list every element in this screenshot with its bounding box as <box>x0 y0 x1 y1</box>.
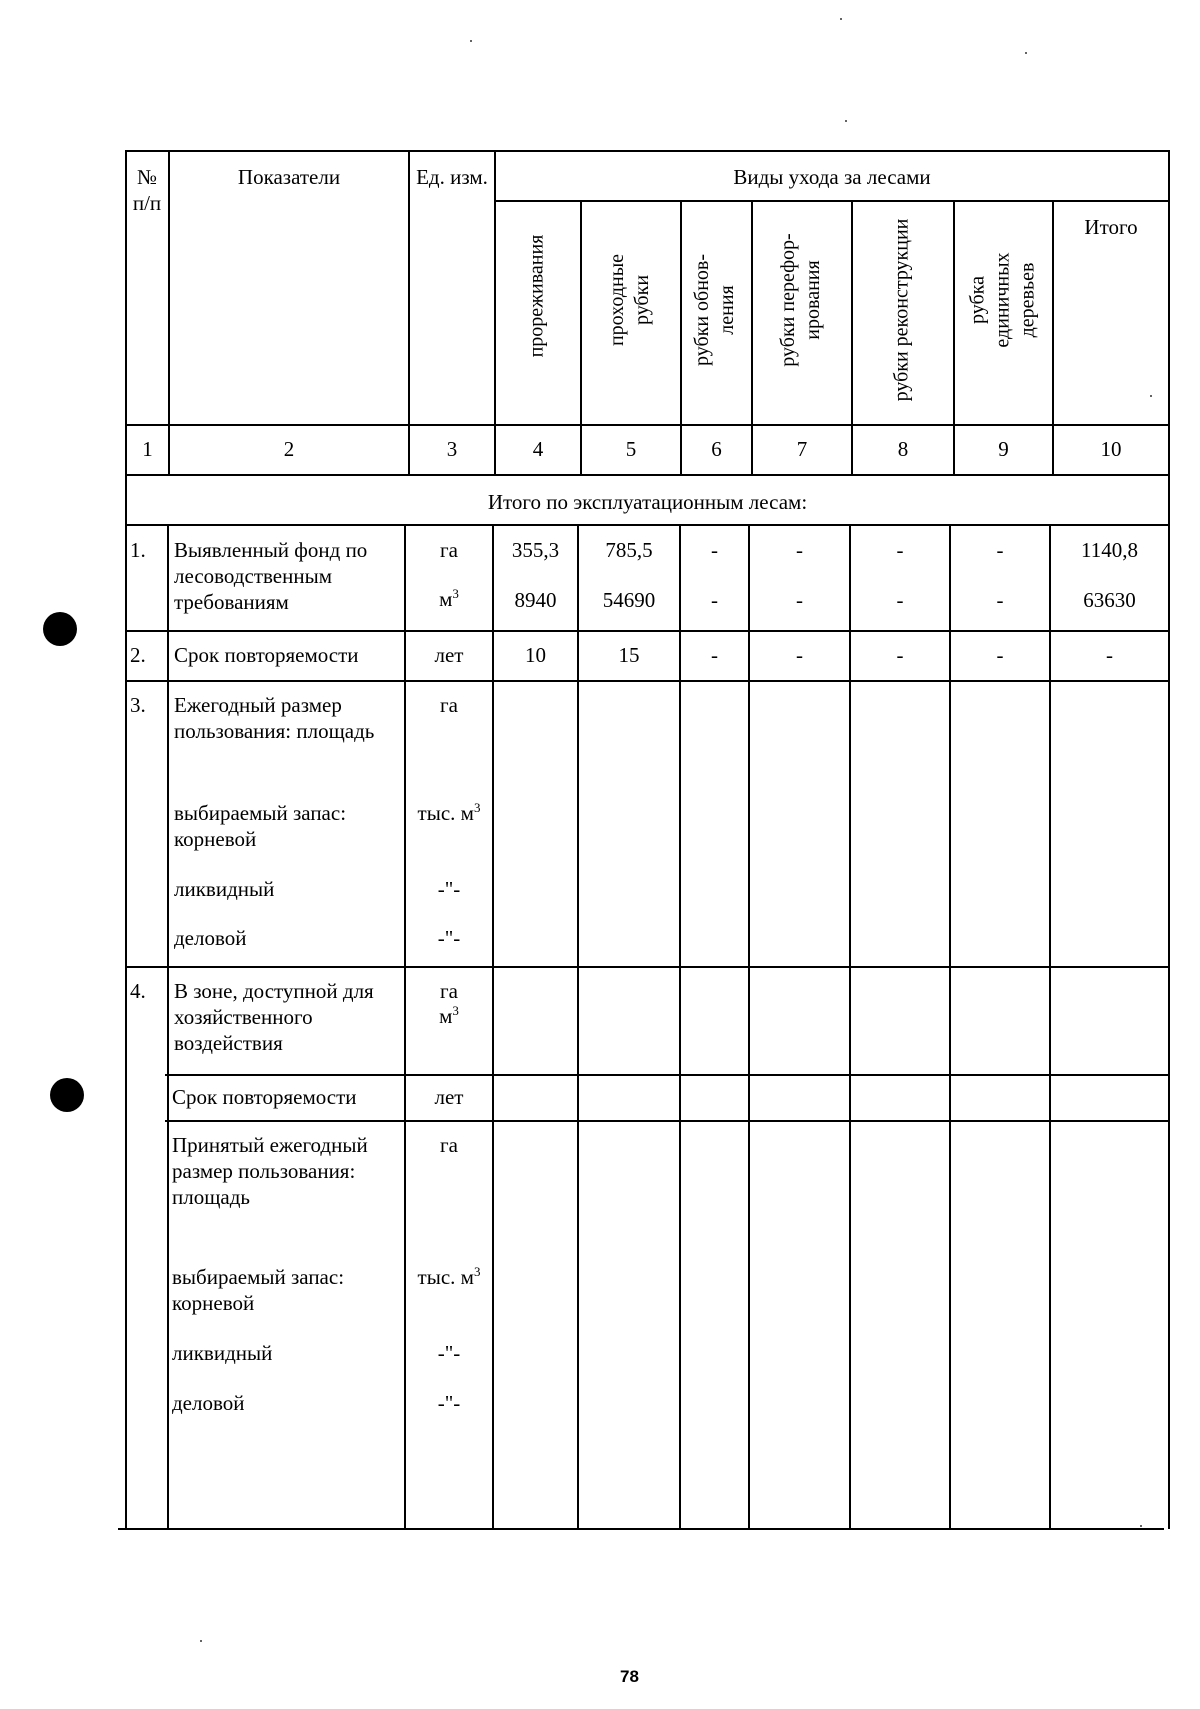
table-rule <box>580 200 582 475</box>
table-rule <box>1052 200 1054 475</box>
unit-ditto: -"- <box>437 1391 461 1415</box>
col-number: 1 <box>142 437 153 461</box>
col-number: 9 <box>998 437 1009 461</box>
cell-value: 54690 <box>602 588 656 612</box>
col-number: 8 <box>897 437 909 461</box>
header-type-passage: проходные рубки <box>606 253 653 347</box>
cell-value: - <box>711 643 718 667</box>
col-number: 10 <box>1100 437 1122 461</box>
cell-value: - <box>711 588 718 612</box>
row-label: выбираемый запас: корневой <box>174 801 347 851</box>
unit-ha: га <box>440 1133 458 1157</box>
unit-m3-text: м <box>439 1004 453 1028</box>
row-label: Срок повторяемости <box>174 643 359 667</box>
header-number: № п/п <box>132 165 162 215</box>
unit-m3-text: м <box>439 587 453 611</box>
header-type-thinning: прореживания <box>525 234 548 358</box>
unit-ha: га <box>440 979 458 1003</box>
table-rule <box>125 474 1170 476</box>
cell-value: 785,5 <box>605 538 653 562</box>
header-type-reformation: рубки перефор-ирования <box>777 233 824 367</box>
row-number: 4. <box>130 979 146 1003</box>
col-number: 7 <box>796 437 808 461</box>
header-unit: Ед. изм. <box>416 165 488 189</box>
table-rule <box>496 200 1170 202</box>
row-number: 2. <box>130 643 146 667</box>
row-number: 3. <box>130 693 146 717</box>
table-rule <box>125 424 1170 426</box>
cell-value: 8940 <box>514 588 557 612</box>
scan-speck <box>840 18 842 20</box>
col-number: 4 <box>532 437 544 461</box>
table-rule <box>680 200 682 475</box>
table-rule <box>408 150 410 475</box>
col-number: 5 <box>625 437 637 461</box>
table-rule <box>165 1074 1170 1076</box>
unit-thousand-m3-text: тыс. м <box>417 1265 474 1289</box>
unit-years: лет <box>434 1085 464 1109</box>
unit-m3 <box>406 1003 492 1030</box>
col-number: 6 <box>711 437 722 461</box>
cell-value: 63630 <box>1083 588 1136 612</box>
cell-value: 355,3 <box>511 538 560 562</box>
unit-thousand-m3-text: тыс. м <box>417 801 474 825</box>
table-rule <box>165 1120 1170 1122</box>
scan-speck <box>1150 395 1152 397</box>
cell-value: - <box>896 538 904 562</box>
unit-superscript: 3 <box>452 1003 459 1018</box>
scan-speck <box>470 40 472 42</box>
table-rule <box>125 630 1170 632</box>
punch-hole-bottom <box>50 1078 84 1112</box>
cell-value: - <box>796 643 803 667</box>
unit-ditto: -"- <box>437 1341 461 1365</box>
header-indicator: Показатели <box>237 165 341 189</box>
unit-years: лет <box>434 643 464 667</box>
row-label: Принятый ежегодный размер пользования: площадь <box>172 1133 368 1209</box>
row-label: Ежегодный размер пользования: площадь <box>174 693 375 743</box>
cell-value: - <box>711 538 718 562</box>
scan-speck <box>1025 52 1027 54</box>
table-rule <box>679 524 681 1529</box>
table-rule <box>1168 150 1170 1529</box>
table-rule <box>849 524 851 1529</box>
table-rule <box>577 524 579 1529</box>
unit-ditto: -"- <box>437 926 461 950</box>
row-label: ликвидный <box>172 1341 273 1365</box>
header-total: Итого <box>1084 215 1138 239</box>
unit-ha: га <box>440 693 458 717</box>
cell-value: - <box>896 588 904 612</box>
unit-thousand-m3 <box>406 800 492 827</box>
unit-superscript: 3 <box>452 586 459 601</box>
table-rule <box>751 200 753 475</box>
table-rule <box>125 150 1170 152</box>
col-number: 3 <box>446 437 458 461</box>
row-number: 1. <box>130 538 146 562</box>
row-label: выбираемый запас: корневой <box>172 1265 345 1315</box>
page-number: 78 <box>620 1667 639 1686</box>
unit-m3 <box>406 586 492 613</box>
cell-value: - <box>996 588 1004 612</box>
table-rule <box>492 524 494 1529</box>
header-type-single-trees: рубка единичных деревьев <box>966 252 1039 348</box>
cell-value: - <box>796 588 803 612</box>
table-rule <box>949 524 951 1529</box>
cell-value: - <box>996 643 1004 667</box>
unit-ha: га <box>440 538 458 562</box>
cell-value: 15 <box>618 643 640 667</box>
table-rule <box>167 524 169 1529</box>
table-rule <box>168 150 170 475</box>
section-title: Итого по эксплуатационным лесам: <box>487 490 808 514</box>
row-label: деловой <box>174 926 247 950</box>
unit-superscript: 3 <box>473 1264 481 1279</box>
col-number: 2 <box>283 437 295 461</box>
unit-ditto: -"- <box>437 877 461 901</box>
table-rule <box>118 1528 1164 1530</box>
table-rule <box>125 966 1170 968</box>
scan-speck <box>200 1640 202 1642</box>
cell-value: - <box>796 538 803 562</box>
row-label: деловой <box>172 1391 245 1415</box>
cell-value: - <box>1106 643 1113 667</box>
unit-thousand-m3 <box>406 1264 492 1291</box>
cell-value: 10 <box>525 643 546 667</box>
cell-value: 1140,8 <box>1081 538 1138 562</box>
table-rule <box>494 150 496 475</box>
table-rule <box>125 524 1170 526</box>
header-type-reconstruction: рубки реконструкции <box>890 218 913 402</box>
row-label: Срок повторяемости <box>172 1085 357 1109</box>
table-rule <box>748 524 750 1529</box>
row-label: ликвидный <box>174 877 275 901</box>
table-rule <box>125 680 1170 682</box>
scan-speck <box>845 120 847 122</box>
row-label: В зоне, доступной для хозяйственного воздействия <box>174 979 374 1055</box>
table-rule <box>953 200 955 475</box>
cell-value: - <box>896 643 904 667</box>
scan-speck <box>1140 1525 1142 1527</box>
punch-hole-top <box>43 612 77 646</box>
table-rule <box>125 150 127 1529</box>
table-rule <box>851 200 853 475</box>
cell-value: - <box>996 538 1004 562</box>
unit-superscript: 3 <box>473 800 481 815</box>
row-label: Выявленный фонд по лесоводственным требованиям <box>174 538 368 614</box>
table-rule <box>1049 524 1051 1529</box>
header-care-types: Виды ухода за лесами <box>733 165 931 189</box>
header-type-renewal: рубки обнов-ления <box>691 253 738 367</box>
